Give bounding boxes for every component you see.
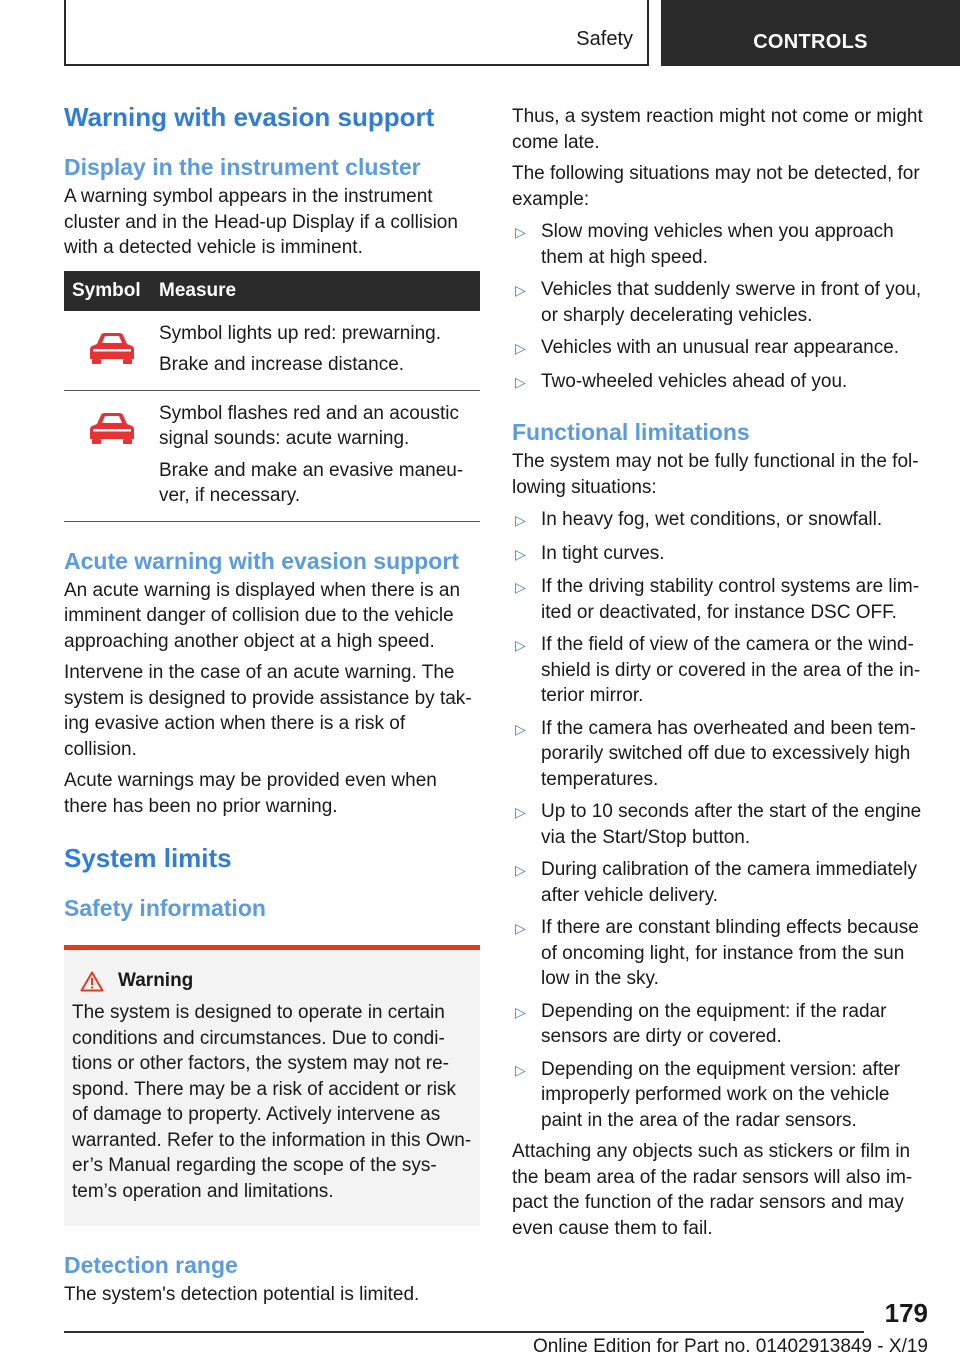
paragraph-display: A warning symbol appears in the instrument cluster and in the Head-up Display if a collision with a detected vehicle is imminent.: [64, 186, 458, 258]
triangle-bullet-icon: ▷: [515, 224, 526, 240]
symbol-table: [64, 271, 480, 522]
paragraph-reaction: Thus, a system reaction might not come or might come late.: [512, 106, 923, 153]
header-chapter-tab: CONTROLS: [661, 0, 960, 66]
list-item: ▷ Vehicles with an unusual rear appearance.: [512, 335, 930, 362]
table-cell-line: Symbol flashes red and an acoustic signal sounds: acute warning.: [159, 402, 459, 449]
header-section-box: [64, 0, 649, 66]
triangle-bullet-icon: ▷: [515, 579, 526, 595]
heading-display-cluster: Display in the instrument cluster: [64, 154, 421, 180]
triangle-bullet-icon: ▷: [515, 545, 526, 562]
paragraph-functional: The system may not be fully functional in the following situations:: [512, 451, 919, 498]
triangle-bullet-icon: ▷: [515, 720, 526, 737]
heading-acute-warning: Acute warning with evasion support: [64, 547, 459, 574]
header-section-title: Safety: [576, 28, 633, 50]
warning-triangle-icon: [80, 971, 104, 992]
triangle-bullet-icon: ▷: [515, 373, 526, 390]
triangle-bullet-icon: ▷: [515, 862, 526, 878]
page-number: 179: [884, 1298, 928, 1328]
table-header-symbol: Symbol: [72, 279, 141, 301]
list-item: ▷ If the field of view of the camera or the windshield is dirty or covered in the area of the interior mirror.: [512, 632, 930, 709]
list-item: ▷ In tight curves.: [512, 541, 930, 568]
warning-text: The system is designed to operate in certain conditions and circumstances. Due to conditions or other factors, the system may not respond. There may be a risk of accident or risk of damage to property. Actively intervene as warranted. Refer to the information in this Owner’s Manual regarding the scope of the system’s operation and limitations.: [72, 1002, 472, 1202]
table-row: [64, 391, 480, 522]
heading-detection-range: Detection range: [64, 1252, 238, 1278]
footer-divider: [64, 1331, 864, 1333]
paragraph-detection: The system's detection potential is limited.: [64, 1284, 420, 1305]
list-item: ▷ In heavy fog, wet conditions, or snowfall.: [512, 507, 930, 534]
triangle-bullet-icon: ▷: [515, 1003, 526, 1020]
paragraph-acute-3: Acute warnings may be provided even when there has been no prior warning.: [64, 770, 437, 817]
limitations-list: [512, 507, 930, 1133]
car-front-red-icon: [88, 411, 136, 445]
warning-box: [64, 945, 480, 1226]
table-cell-line: Brake and make an evasive maneuver, if necessary.: [159, 459, 464, 506]
list-item: ▷ If there are constant blinding effects because of oncoming light, for instance from the sun low in the sky.: [512, 915, 930, 992]
heading-functional-limitations: Functional limitations: [512, 419, 750, 445]
list-item: ▷ During calibration of the camera immediately after vehicle delivery.: [512, 857, 930, 908]
paragraph-acute-2: Intervene in the case of an acute warning. The system is designed to provide assistance by taking evasive action when there is a risk of collision.: [64, 662, 472, 760]
right-column: [512, 100, 930, 1241]
list-item: ▷ Depending on the equipment: if the radar sensors are dirty or covered.: [512, 999, 930, 1050]
warning-title: [80, 970, 472, 992]
triangle-bullet-icon: ▷: [515, 804, 526, 820]
left-column: [64, 100, 480, 1308]
table-cell-line: Brake and increase distance.: [159, 354, 405, 375]
list-item: ▷ Depending on the equipment version: after improperly performed work on the vehicle paint in the area of the radar sensors.: [512, 1057, 930, 1134]
heading-warning-evasion: Warning with evasion support: [64, 102, 435, 132]
triangle-bullet-icon: ▷: [515, 512, 526, 528]
table-cell-line: Symbol lights up red: prewarning.: [159, 322, 441, 344]
situations-list: [512, 219, 930, 395]
paragraph-acute-1: An acute warning is displayed when there is an imminent danger of collision due to the vehicle approaching another object at a high speed.: [64, 579, 461, 652]
footer-edition: Online Edition for Part no. 01402913849 - X/19: [532, 1336, 928, 1357]
triangle-bullet-icon: ▷: [515, 340, 526, 356]
warning-title-text: Warning: [118, 970, 194, 991]
table-row: [64, 311, 480, 391]
list-item: ▷ Up to 10 seconds after the start of the engine via the Start/Stop button.: [512, 799, 930, 850]
list-item: ▷ Two-wheeled vehicles ahead of you.: [512, 369, 930, 396]
table-header: [64, 271, 480, 311]
triangle-bullet-icon: ▷: [515, 282, 526, 298]
paragraph-situations: The following situations may not be detected, for example:: [512, 163, 920, 210]
heading-system-limits: System limits: [64, 843, 232, 873]
paragraph-attach: Attaching any objects such as stickers or film in the beam area of the radar sensors will also impact the function of the radar sensors and may even cause them to fail.: [512, 1141, 913, 1239]
list-item: ▷ Slow moving vehicles when you approach them at high speed.: [512, 219, 930, 270]
heading-safety-information: Safety information: [64, 895, 266, 921]
list-item: ▷ Vehicles that suddenly swerve in front of you, or sharply decelerating vehicles.: [512, 277, 930, 328]
table-header-measure: Measure: [159, 279, 237, 301]
triangle-bullet-icon: ▷: [515, 637, 526, 653]
triangle-bullet-icon: ▷: [515, 920, 526, 936]
triangle-bullet-icon: ▷: [515, 1061, 526, 1078]
list-item: ▷ If the driving stability control systems are limited or deactivated, for instance DSC OFF.: [512, 574, 930, 625]
car-front-red-icon: [88, 331, 136, 365]
list-item: ▷ If the camera has overheated and been temporarily switched off due to excessively high temperatures.: [512, 716, 930, 793]
